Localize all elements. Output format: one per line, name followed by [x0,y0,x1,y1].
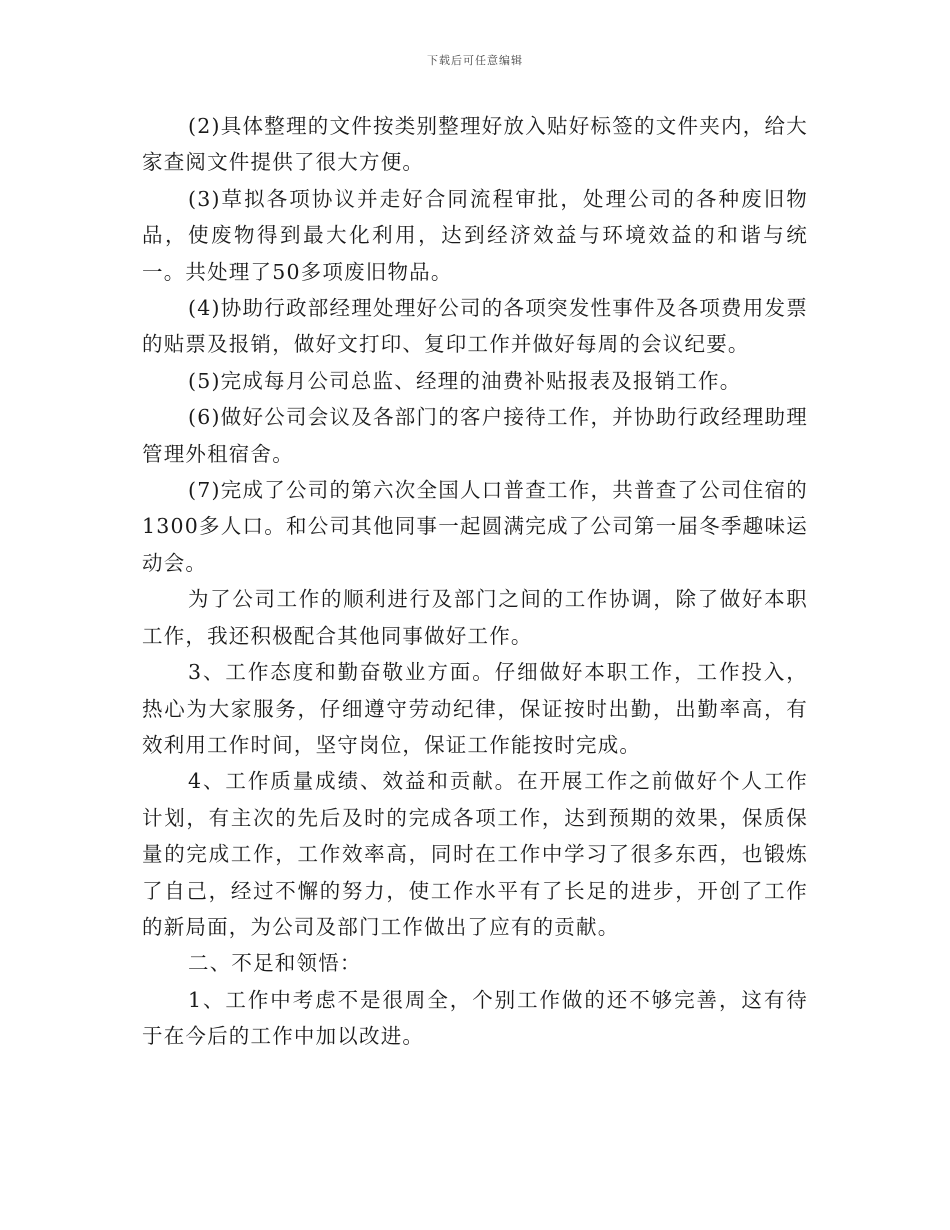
paragraph-attitude: 3、工作态度和勤奋敬业方面。仔细做好本职工作，工作投入，热心为大家服务，仔细遵守劳动纪律，保证按时出勤，出勤率高，有效利用工作时间，坚守岗位，保证工作能按时完成。 [142,660,808,757]
paragraph-item-2: (2)具体整理的文件按类别整理好放入贴好标签的文件夹内，给大家查阅文件提供了很大方便。 [142,114,808,175]
paragraph-shortcoming-1: 1、工作中考虑不是很周全，个别工作做的还不够完善，这有待于在今后的工作中加以改进。 [142,987,808,1049]
page-header: 下载后可任意编辑 [427,54,523,67]
paragraph-item-5: (5)完成每月公司总监、经理的油费补贴报表及报销工作。 [188,368,742,393]
paragraph-item-3: (3)草拟各项协议并走好合同流程审批，处理公司的各种废旧物品，使废物得到最大化利用，达到经济效益与环境效益的和谐与统一。共处理了50多项废旧物品。 [142,186,808,284]
paragraph-item-6: (6)做好公司会议及各部门的客户接待工作，并协助行政经理助理管理外租宿舍。 [142,405,808,466]
paragraph-item-4: (4)协助行政部经理处理好公司的各项突发性事件及各项费用发票的贴票及报销，做好文打印、复印工作并做好每周的会议纪要。 [142,296,808,357]
paragraph-item-7: (7)完成了公司的第六次全国人口普查工作，共普查了公司住宿的1300多人口。和公司其他同事一起圆满完成了公司第一届冬季趣味运动会。 [142,478,808,575]
document-body [142,108,808,1055]
paragraph-quality: 4、工作质量成绩、效益和贡献。在开展工作之前做好个人工作计划，有主次的先后及时的完成各项工作，达到预期的效果，保质保量的完成工作，工作效率高，同时在工作中学习了很多东西，也锻炼了自己，经过不懈的努力，使工作水平有了长足的进步，开创了工作的新局面，为公司及部门工作做出了应有的贡献。 [142,769,808,939]
section-heading-shortcomings: 二、不足和领悟： [188,951,362,976]
paragraph-coordination: 为了公司工作的顺利进行及部门之间的工作协调，除了做好本职工作，我还积极配合其他同事做好工作。 [142,587,808,648]
